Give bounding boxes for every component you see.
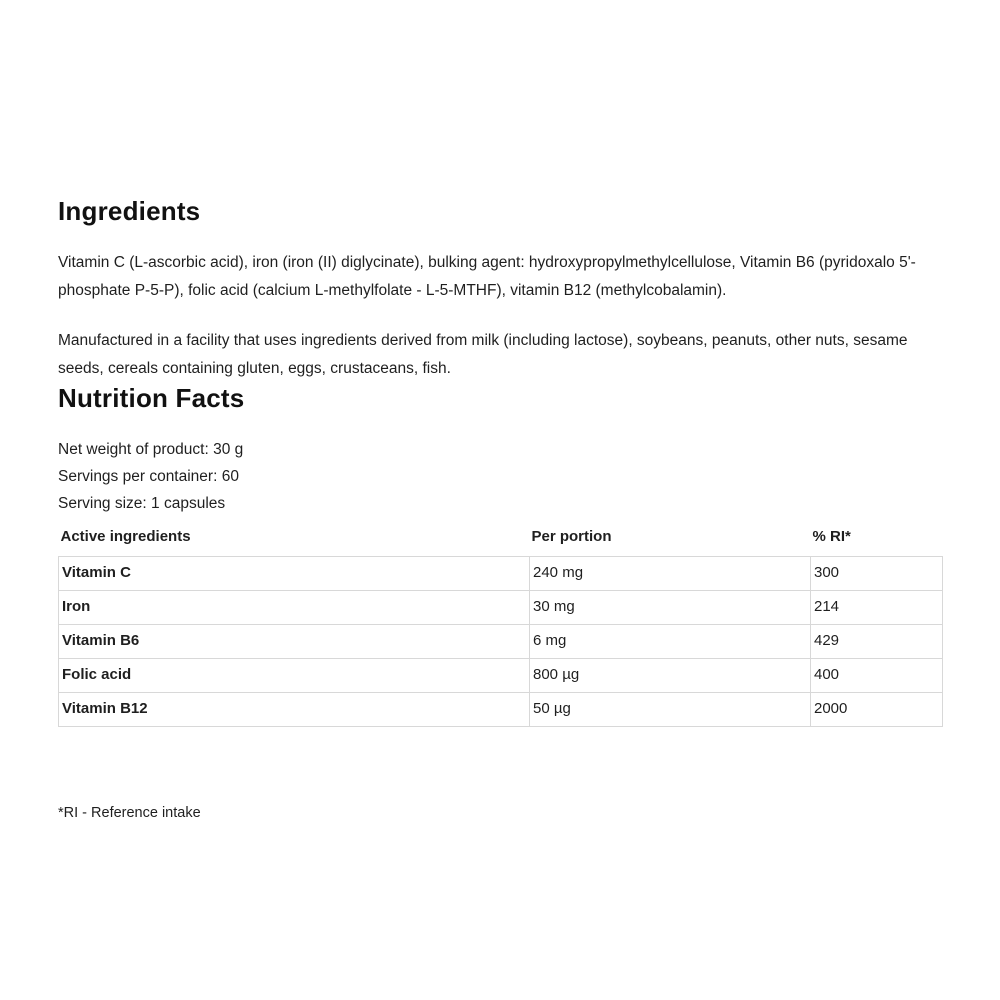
- cell-per-portion: 30 mg: [530, 591, 811, 625]
- net-weight-text: Net weight of product: 30 g: [58, 441, 244, 459]
- serving-size-text: Serving size: 1 capsules: [58, 495, 226, 513]
- nutrition-facts-heading: Nutrition Facts: [58, 383, 245, 414]
- header-active-ingredients: Active ingredients: [60, 528, 191, 546]
- cell-per-portion: 50 µg: [530, 693, 811, 727]
- cell-ingredient-name: Iron: [59, 591, 530, 625]
- ingredients-heading: Ingredients: [58, 196, 201, 226]
- table-row: [59, 625, 943, 659]
- cell-ri: 214: [811, 591, 943, 625]
- cell-per-portion: 800 µg: [530, 659, 811, 693]
- header-ri: % RI*: [812, 528, 851, 546]
- table-row: [59, 659, 943, 693]
- cell-ingredient-name: Vitamin B6: [59, 625, 530, 659]
- cell-per-portion: 6 mg: [530, 625, 811, 659]
- ingredients-paragraph: Vitamin C (L-ascorbic acid), iron (iron (II) diglycinate), bulking agent: hydroxypropylmethylcellulose, Vitamin B6 (pyridoxalo 5'-phosphate P-5-P), folic acid (calcium L-methylfolate - L-5-MTHF), vitamin B12 (methylcobalamin).: [58, 254, 916, 300]
- reference-intake-footnote: *RI - Reference intake: [58, 805, 201, 822]
- header-per-portion: Per portion: [531, 528, 612, 546]
- serving-info: [58, 436, 942, 517]
- table-row: [59, 693, 943, 727]
- nutrition-table: [58, 523, 943, 727]
- allergen-paragraph: Manufactured in a facility that uses ingredients derived from milk (including lactose), soybeans, peanuts, other nuts, sesame seeds, cereals containing gluten, eggs, crustaceans, fish.: [58, 332, 908, 378]
- table-row: [59, 591, 943, 625]
- cell-ingredient-name: Vitamin C: [59, 557, 530, 591]
- table-row: [59, 557, 943, 591]
- cell-ri: 300: [811, 557, 943, 591]
- cell-ri: 429: [811, 625, 943, 659]
- servings-per-container-text: Servings per container: 60: [58, 468, 239, 486]
- table-header-row: [59, 523, 943, 557]
- cell-ri: 400: [811, 659, 943, 693]
- cell-ri: 2000: [811, 693, 943, 727]
- cell-ingredient-name: Vitamin B12: [59, 693, 530, 727]
- cell-per-portion: 240 mg: [530, 557, 811, 591]
- cell-ingredient-name: Folic acid: [59, 659, 530, 693]
